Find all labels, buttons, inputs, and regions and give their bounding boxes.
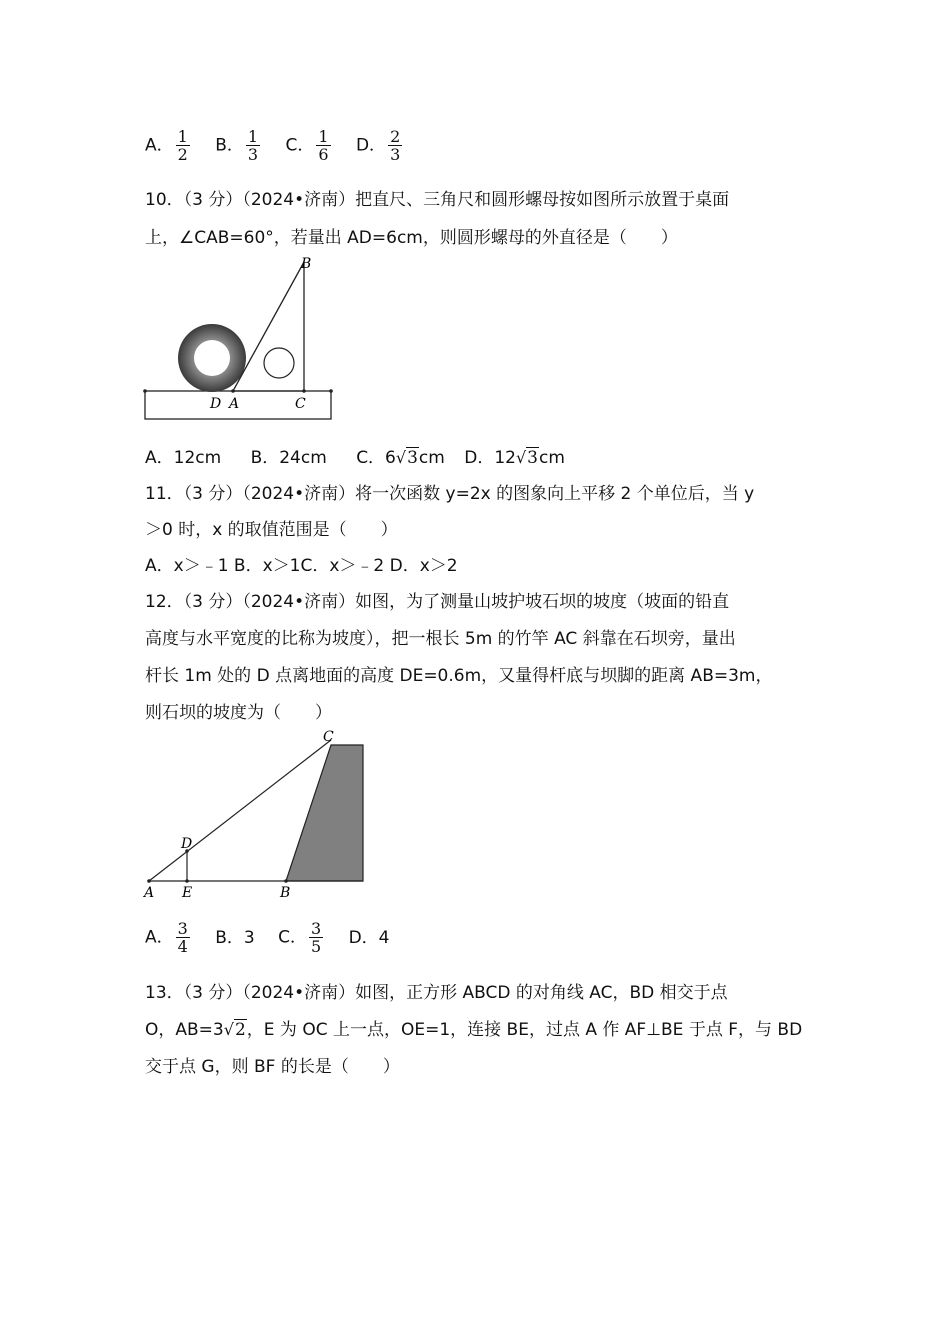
q10-option-d: D．12√3cm xyxy=(464,448,565,468)
q9-option-b: B． $\frac{1}{3}$ xyxy=(215,127,259,164)
q13-text-line3: 交于点 G，则 BF 的长是（ ） xyxy=(145,1057,400,1077)
q9-option-a: A． $\frac{1}{2}$ xyxy=(145,127,188,164)
q12-label-e: E xyxy=(182,885,193,901)
q10-nut-hole xyxy=(194,340,230,376)
q12-text-line4: 则石坝的坡度为（ ） xyxy=(145,703,332,723)
q13-text-line1: 13．（3 分）（2024•济南）如图，正方形 ABCD 的对角线 AC，BD 相交于点 xyxy=(145,983,728,1003)
q12-label-c: C xyxy=(323,729,334,745)
q12-option-c: C． $\frac{3}{5}$ xyxy=(278,919,322,956)
q10-label-d: D xyxy=(210,396,222,412)
q12-option-a: A． $\frac{3}{4}$ xyxy=(145,919,188,956)
q10-options xyxy=(145,443,565,468)
q12-label-b: B xyxy=(280,885,291,901)
q12-label-a: A xyxy=(144,885,155,901)
q11-text-line1: 11．（3 分）（2024•济南）将一次函数 y=2x 的图象向上平移 2 个单位后，当 y xyxy=(145,484,755,504)
q10-figure xyxy=(140,252,340,424)
q12-options xyxy=(145,920,408,955)
q10-option-a: A．12cm xyxy=(145,448,222,468)
q10-text-line1: 10．（3 分）（2024•济南）把直尺、三角尺和圆形螺母按如图所示放置于桌面 xyxy=(145,190,730,210)
q13-text-line2: O，AB=3√2，E 为 OC 上一点，OE=1，连接 BE，过点 A 作 AF⊥BE 于点 F，与 BD xyxy=(145,1020,803,1040)
q10-text-line2: 上，∠CAB=60°，若量出 AD=6cm，则圆形螺母的外直径是（ ） xyxy=(145,228,678,248)
q12-label-d: D xyxy=(181,836,193,852)
q12-text-line2: 高度与水平宽度的比称为坡度），把一根长 5m 的竹竿 AC 斜靠在石坝旁，量出 xyxy=(145,629,736,649)
q11-options: A．x＞﹣1 B．x＞1C．x＞﹣2 D．x＞2 xyxy=(145,556,458,576)
q10-option-b: B．24cm xyxy=(250,448,327,468)
q12-text-line1: 12．（3 分）（2024•济南）如图，为了测量山坡护坡石坝的坡度（坡面的铅直 xyxy=(145,592,730,612)
q12-option-d: D．4 xyxy=(348,927,390,948)
q11-text-line2: ＞0 时，x 的取值范围是（ ） xyxy=(145,520,398,540)
q10-small-circle xyxy=(264,348,294,378)
q10-triangle xyxy=(233,262,304,391)
q9-option-c: C． $\frac{1}{6}$ xyxy=(285,127,329,164)
q10-label-b: B xyxy=(301,256,312,272)
q9-option-d: D． $\frac{2}{3}$ xyxy=(355,127,401,164)
q12-option-b: B．3 xyxy=(215,927,255,948)
q10-label-a: A xyxy=(229,396,240,412)
q10-option-c: C．6√3cm xyxy=(356,448,445,468)
q10-label-c: C xyxy=(295,396,306,412)
q9-options xyxy=(145,128,422,163)
q12-text-line3: 杆长 1m 处的 D 点离地面的高度 DE=0.6m，又量得杆底与坝脚的距离 AB=3m， xyxy=(145,666,773,686)
q12-figure xyxy=(140,725,375,905)
